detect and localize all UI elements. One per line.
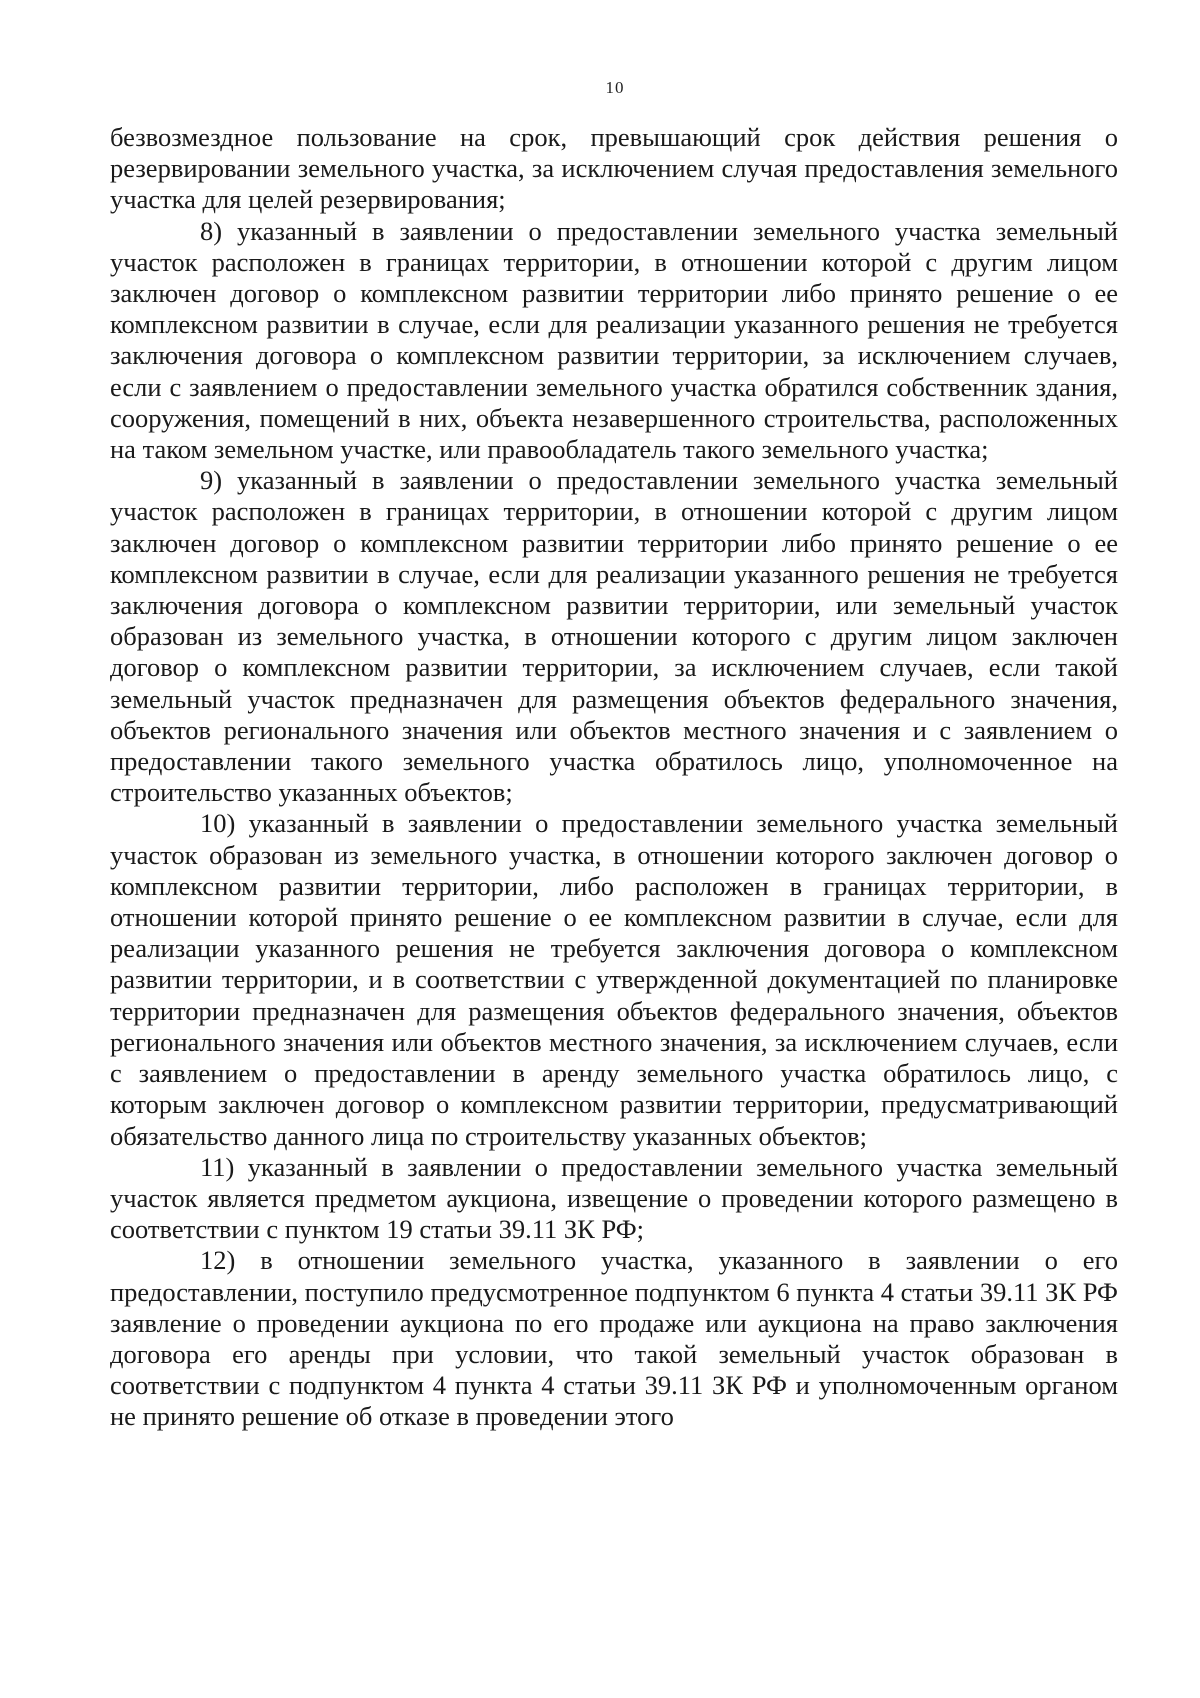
paragraph-continuation: безвозмездное пользование на срок, превышающий срок действия решения о резервировании земельного участка, за исключением случая предоставления земельного участка для целей резервирования; [110,122,1118,215]
page-number: 10 [605,78,625,97]
document-body [110,122,1118,1433]
paragraph-item-11: 11) указанный в заявлении о предоставлении земельного участка земельный участок является предметом аукциона, извещение о проведении которого размещено в соответствии с пунктом 19 статьи 39.11 ЗК РФ; [110,1151,1118,1245]
paragraph-item-12: 12) в отношении земельного участка, указанного в заявлении о его предоставлении, поступило предусмотренное подпунктом 6 пункта 4 статьи 39.11 ЗК РФ заявление о проведении аукциона по его продаже или аукциона на право заключения договора его аренды при условии, что такой земельный участок образован в соответствии с подпунктом 4 пункта 4 статьи 39.11 ЗК РФ и уполномоченным органом не принято решение об отказе в проведении этого [110,1245,1118,1432]
paragraph-item-10: 10) указанный в заявлении о предоставлении земельного участка земельный участок образован из земельного участка, в отношении которого заключен договор о комплексном развитии территории, либо расположен в границах территории, в отношении которой принято решение о ее комплексном развитии в случае, если для реализации указанного решения не требуется заключения договора о комплексном развитии территории, и в соответствии с утвержденной документацией по планировке территории предназначен для размещения объектов федерального значения, объектов регионального значения или объектов местного значения, за исключением случаев, если с заявлением о предоставлении в аренду земельного участка обратилось лицо, с которым заключен договор о комплексном развитии территории, предусматривающий обязательство данного лица по строительству указанных объектов; [110,808,1118,1151]
paragraph-item-8: 8) указанный в заявлении о предоставлении земельного участка земельный участок расположен в границах территории, в отношении которой с другим лицом заключен договор о комплексном развитии территории либо принято решение о ее комплексном развитии в случае, если для реализации указанного решения не требуется заключения договора о комплексном развитии территории, за исключением случаев, если с заявлением о предоставлении земельного участка обратился собственник здания, сооружения, помещений в них, объекта незавершенного строительства, расположенных на таком земельном участке, или правообладатель такого земельного участка; [110,215,1118,465]
paragraph-item-9: 9) указанный в заявлении о предоставлении земельного участка земельный участок расположен в границах территории, в отношении которой с другим лицом заключен договор о комплексном развитии территории либо принято решение о ее комплексном развитии в случае, если для реализации указанного решения не требуется заключения договора о комплексном развитии территории, или земельный участок образован из земельного участка, в отношении которого с другим лицом заключен договор о комплексном развитии территории, за исключением случаев, если такой земельный участок предназначен для размещения объектов федерального значения, объектов регионального значения или объектов местного значения и с заявлением о предоставлении такого земельного участка обратилось лицо, уполномоченное на строительство указанных объектов; [110,465,1118,808]
